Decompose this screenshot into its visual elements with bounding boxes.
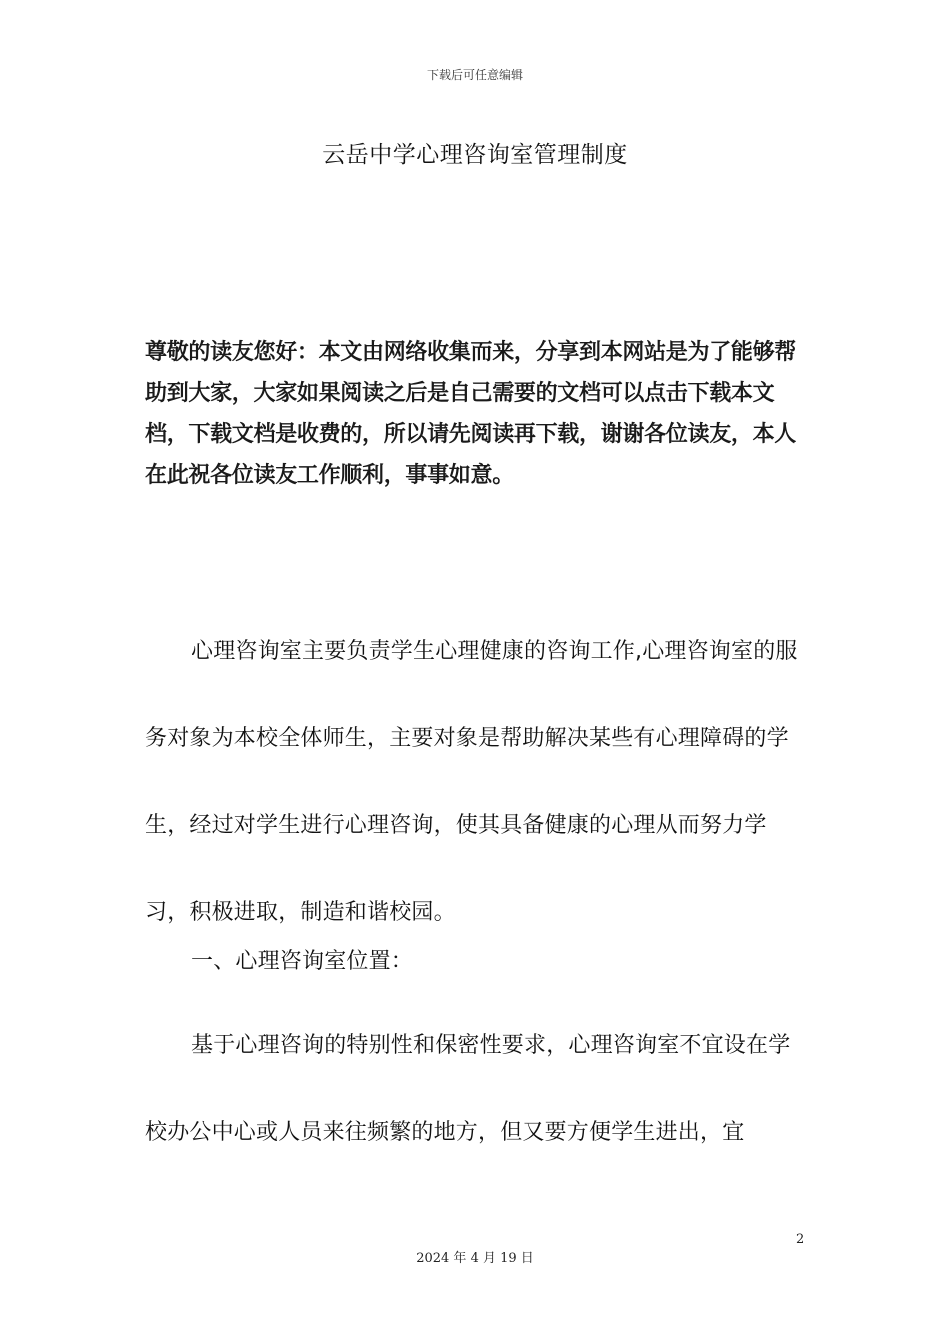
location-paragraph: 基于心理咨询的特别性和保密性要求，心理咨询室不宜设在学校办公中心或人员来往频繁的地方，但又要方便学生进出，宜 <box>145 1033 791 1145</box>
header-note: 下载后可任意编辑 <box>426 68 523 82</box>
page-number: 2 <box>796 1232 805 1247</box>
reader-notice: 尊敬的读友您好：本文由网络收集而来，分享到本网站是为了能够帮助到大家，大家如果阅读之后是自己需要的文档可以点击下载本文档，下载文档是收费的，所以请先阅读再下载，谢谢各位读友，本人在此祝各位读友工作顺利，事事如意。 <box>145 340 797 488</box>
footer-date: 2024 年 4 月 19 日 <box>416 1251 534 1266</box>
section-heading: 一、心理咨询室位置： <box>191 949 414 974</box>
document-title: 云岳中学心理咨询室管理制度 <box>322 142 628 168</box>
intro-paragraph: 心理咨询室主要负责学生心理健康的咨询工作,心理咨询室的服务对象为本校全体师生，主要对象是帮助解决某些有心理障碍的学生，经过对学生进行心理咨询，使其具备健康的心理从而努力学习，积极进取，制造和谐校园。 <box>145 639 798 925</box>
